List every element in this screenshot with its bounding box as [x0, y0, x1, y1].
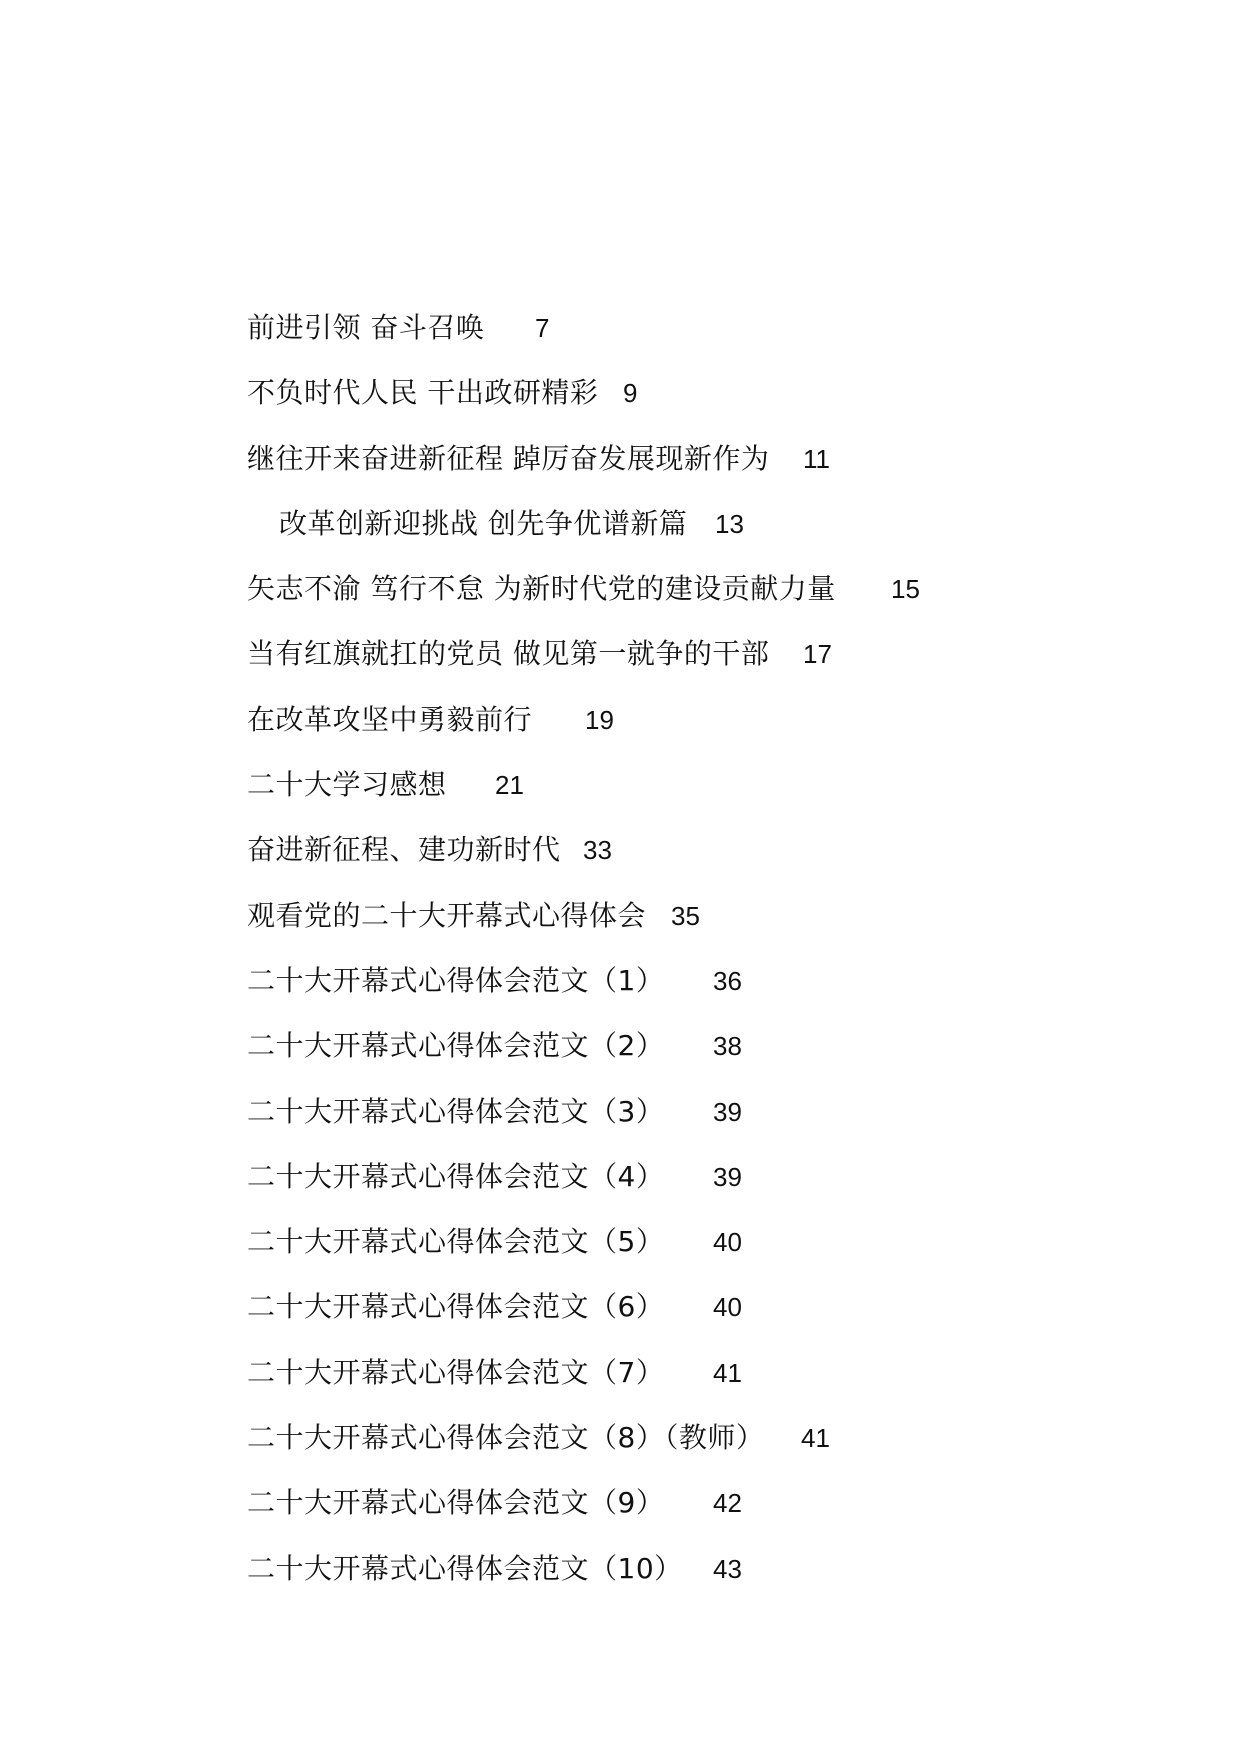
toc-entry-page-number: 39 [713, 1096, 742, 1127]
toc-entry[interactable] [247, 1416, 836, 1481]
toc-entry-title: 当有红旗就扛的党员 做见第一就争的干部 [247, 637, 770, 671]
toc-entry-title: 观看党的二十大开幕式心得体会 [247, 898, 647, 932]
toc-entry[interactable] [247, 894, 836, 959]
toc-entry-title: 矢志不渝 笃行不怠 为新时代党的建设贡献力量 [247, 572, 836, 606]
toc-entry-page-number: 36 [713, 965, 742, 996]
toc-entry-title: 不负时代人民 干出政研精彩 [247, 376, 599, 410]
toc-entry-page-number: 33 [583, 835, 612, 866]
toc-entry-page-number: 41 [713, 1357, 742, 1388]
toc-entry-page-number: 41 [801, 1423, 830, 1454]
toc-entry-page-number: 7 [535, 313, 550, 343]
toc-entry[interactable] [247, 502, 836, 567]
toc-entry-page-number: 39 [713, 1161, 742, 1192]
toc-entry[interactable] [247, 1220, 836, 1285]
toc-entry-page-number: 15 [891, 574, 920, 605]
toc-entry-page-number: 19 [585, 704, 614, 735]
toc-entry-page-number: 35 [671, 900, 700, 931]
toc-entry[interactable] [247, 437, 836, 502]
toc-entry[interactable] [247, 1547, 836, 1612]
toc-entry[interactable] [247, 959, 836, 1024]
toc-entry[interactable] [247, 1285, 836, 1350]
toc-entry-title: 奋进新征程、建功新时代 [247, 833, 561, 867]
toc-entry[interactable] [247, 567, 920, 632]
toc-entry[interactable] [247, 632, 836, 697]
toc-entry-page-number: 21 [495, 770, 524, 801]
toc-entry-page-number: 13 [715, 508, 744, 539]
toc-list [247, 306, 920, 1612]
toc-entry-title: 前进引领 奋斗召唤 [247, 311, 485, 344]
toc-entry-page-number: 11 [803, 443, 830, 474]
toc-entry[interactable] [247, 763, 836, 828]
toc-entry-title: 二十大开幕式心得体会范文（10） [247, 1551, 683, 1585]
toc-entry[interactable] [247, 698, 836, 763]
toc-entry-title: 二十大开幕式心得体会范文（6） [247, 1290, 665, 1324]
toc-entry-title: 二十大开幕式心得体会范文（2） [247, 1029, 665, 1063]
toc-entry-title: 二十大开幕式心得体会范文（8）（教师） [247, 1421, 765, 1455]
toc-entry-title: 改革创新迎挑战 创先争优谱新篇 [279, 506, 688, 540]
toc-entry[interactable] [247, 1481, 836, 1546]
toc-entry-title: 二十大开幕式心得体会范文（4） [247, 1159, 665, 1193]
toc-entry[interactable] [247, 371, 836, 436]
toc-entry-title: 二十大开幕式心得体会范文（5） [247, 1225, 665, 1259]
toc-entry[interactable] [247, 1024, 836, 1089]
toc-entry-title: 二十大开幕式心得体会范文（3） [247, 1094, 665, 1128]
toc-entry-title: 二十大开幕式心得体会范文（1） [247, 963, 665, 997]
toc-entry-page-number: 38 [713, 1031, 742, 1062]
toc-entry-page-number: 9 [623, 378, 638, 409]
toc-entry-title: 二十大开幕式心得体会范文（9） [247, 1486, 665, 1520]
toc-entry[interactable] [247, 1090, 836, 1155]
toc-entry-page-number: 43 [713, 1553, 742, 1584]
toc-entry[interactable] [247, 1155, 836, 1220]
toc-entry-page-number: 42 [713, 1488, 742, 1519]
toc-entry[interactable] [247, 1351, 836, 1416]
toc-entry[interactable] [247, 306, 836, 371]
toc-entry-title: 二十大开幕式心得体会范文（7） [247, 1355, 665, 1389]
toc-entry-page-number: 40 [713, 1227, 742, 1258]
toc-entry-title: 在改革攻坚中勇毅前行 [247, 702, 533, 736]
toc-entry-page-number: 17 [803, 639, 832, 670]
toc-entry[interactable] [247, 828, 836, 893]
toc-entry-title: 二十大学习感想 [247, 768, 447, 802]
toc-entry-page-number: 40 [713, 1292, 742, 1323]
toc-entry-title: 继往开来奋进新征程 踔厉奋发展现新作为 [247, 441, 770, 475]
